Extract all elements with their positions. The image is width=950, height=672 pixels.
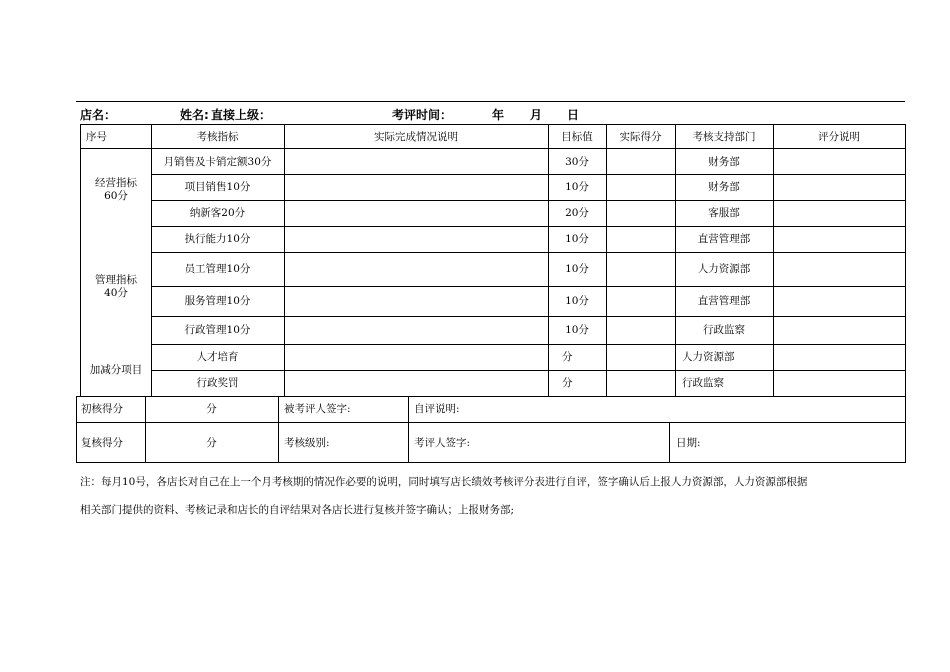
target-cell: 10分 xyxy=(565,181,589,193)
group-management-score: 40分 xyxy=(104,287,128,299)
target-cell: 分 xyxy=(562,377,573,389)
col-header-remark: 评分说明 xyxy=(818,131,860,143)
day-label: 日 xyxy=(567,108,580,122)
review-score-value: 分 xyxy=(206,437,217,449)
eval-time-label: 考评时间： xyxy=(392,108,453,122)
indicator-cell: 行政管理10分 xyxy=(184,324,251,336)
assessee-signature-label: 被考评人签字: xyxy=(284,403,351,415)
top-rule xyxy=(76,101,905,102)
month-label: 月 xyxy=(530,108,543,122)
indicator-cell: 员工管理10分 xyxy=(184,263,251,275)
col-header-indicator: 考核指标 xyxy=(196,131,239,143)
initial-score-label: 初核得分 xyxy=(81,403,123,415)
target-cell: 30分 xyxy=(565,156,589,168)
group-management-title: 管理指标 xyxy=(95,274,137,286)
target-cell: 分 xyxy=(562,351,573,363)
dept-cell: 人力资源部 xyxy=(682,351,735,363)
dept-cell: 客服部 xyxy=(708,207,740,219)
indicator-cell: 纳新客20分 xyxy=(189,207,246,219)
initial-score-value: 分 xyxy=(206,403,217,415)
note-line-2: 相关部门提供的资料、考核记录和店长的自评结果对各店长进行复核并签字确认；上报财务部; xyxy=(80,504,515,516)
name-label: 姓名: xyxy=(180,108,209,122)
year-label: 年 xyxy=(492,108,505,122)
indicator-cell: 项目销售10分 xyxy=(184,181,251,193)
target-cell: 10分 xyxy=(565,324,589,336)
dept-cell: 行政监察 xyxy=(682,377,724,389)
note-line-1: 注：每月10号，各店长对自己在上一个月考核期的情况作必要的说明，同时填写店长绩效考核评分表进行自评，签字确认后上报人力资源部，人力资源部根据 xyxy=(80,476,808,488)
col-header-description: 实际完成情况说明 xyxy=(374,131,458,143)
target-cell: 10分 xyxy=(565,233,589,245)
target-cell: 10分 xyxy=(565,295,589,307)
col-header-actual: 实际得分 xyxy=(619,131,662,143)
dept-cell: 财务部 xyxy=(708,156,740,168)
target-cell: 10分 xyxy=(565,263,589,275)
col-header-support-dept: 考核支持部门 xyxy=(692,131,756,143)
group-business-score: 60分 xyxy=(104,190,128,202)
review-score-label: 复核得分 xyxy=(81,437,123,449)
dept-cell: 人力资源部 xyxy=(697,263,751,275)
indicator-cell: 执行能力10分 xyxy=(184,233,251,245)
level-label: 考核级别: xyxy=(284,437,330,449)
group-business-title: 经营指标 xyxy=(95,177,137,189)
indicator-cell: 月销售及卡销定额30分 xyxy=(163,156,272,168)
target-cell: 20分 xyxy=(565,207,589,219)
date-label: 日期: xyxy=(676,437,701,449)
indicator-cell: 行政奖罚 xyxy=(196,377,239,389)
col-header-target: 目标值 xyxy=(561,131,593,143)
indicator-cell: 服务管理10分 xyxy=(184,295,251,307)
dept-cell: 直营管理部 xyxy=(697,295,751,307)
dept-cell: 直营管理部 xyxy=(697,233,751,245)
dept-cell: 财务部 xyxy=(708,181,740,193)
store-name-label: 店名： xyxy=(80,108,117,122)
indicator-cell: 人才培育 xyxy=(196,351,239,363)
col-header-seq: 序号 xyxy=(86,131,107,143)
group-bonus: 加减分项目 xyxy=(89,364,143,376)
assessor-signature-label: 考评人签字: xyxy=(414,437,471,449)
self-eval-label: 自评说明: xyxy=(414,403,460,415)
dept-cell: 行政监察 xyxy=(703,324,745,336)
supervisor-label: 直接上级： xyxy=(211,108,272,122)
